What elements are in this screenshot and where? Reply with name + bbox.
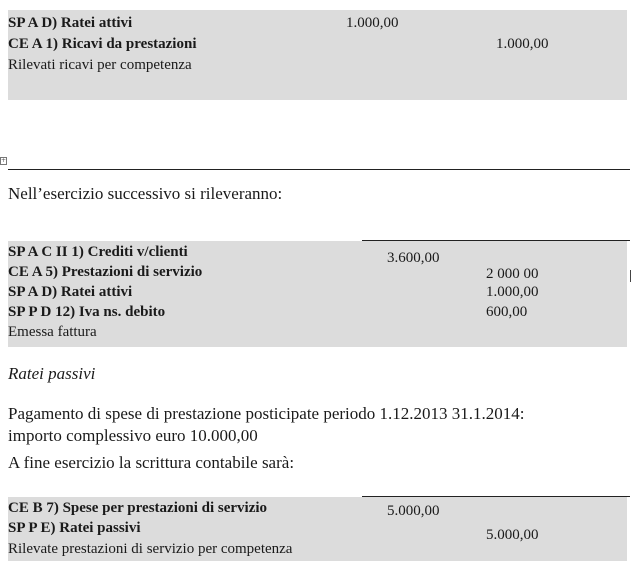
paragraph-line-1: Pagamento di spese di prestazione posticipate periodo 1.12.2013 31.1.2014: bbox=[8, 404, 525, 423]
table-move-handle-icon[interactable]: + bbox=[1, 157, 7, 164]
entry2-description: Emessa fattura bbox=[8, 324, 97, 340]
entry2-account-4: SP P D 12) Iva ns. debito bbox=[8, 304, 166, 320]
paragraph-line-3: A fine esercizio la scrittura contabile sarà: bbox=[8, 453, 295, 472]
entry2-cursor-mark bbox=[630, 270, 631, 282]
entry1-account-2: CE A 1) Ricavi da prestazioni bbox=[8, 36, 197, 52]
entry2-credit-3: 1.000,00 bbox=[486, 284, 539, 300]
paragraph-line-2: importo complessivo euro 10.000,00 bbox=[8, 426, 258, 445]
entry3-credit-2: 5.000,00 bbox=[486, 527, 539, 543]
entry3-account-1: CE B 7) Spese per prestazioni di servizio bbox=[8, 500, 268, 516]
intro-next-year: Nell’esercizio successivo si rileveranno: bbox=[8, 184, 283, 203]
entry2-account-3: SP A D) Ratei attivi bbox=[8, 284, 133, 300]
entry2-credit-2: 2 000 00 bbox=[486, 267, 539, 278]
entry2-credit-4: 600,00 bbox=[486, 304, 528, 320]
entry1-debit-1: 1.000,00 bbox=[346, 15, 399, 31]
entry3-account-2: SP P E) Ratei passivi bbox=[8, 520, 141, 536]
entry1-account-1: SP A D) Ratei attivi bbox=[8, 15, 133, 31]
entry3-description: Rilevate prestazioni di servizio per competenza bbox=[8, 541, 293, 557]
entry1-description: Rilevati ricavi per competenza bbox=[8, 57, 192, 73]
entry2-debit-1: 3.600,00 bbox=[387, 250, 440, 266]
section-heading-ratei-passivi: Ratei passivi bbox=[8, 364, 96, 383]
section-divider bbox=[8, 169, 630, 170]
entry3-debit-1: 5.000,00 bbox=[387, 503, 440, 519]
entry2-account-2: CE A 5) Prestazioni di servizio bbox=[8, 264, 203, 280]
entry2-account-1: SP A C II 1) Crediti v/clienti bbox=[8, 244, 188, 260]
entry1-credit-2: 1.000,00 bbox=[496, 36, 549, 52]
